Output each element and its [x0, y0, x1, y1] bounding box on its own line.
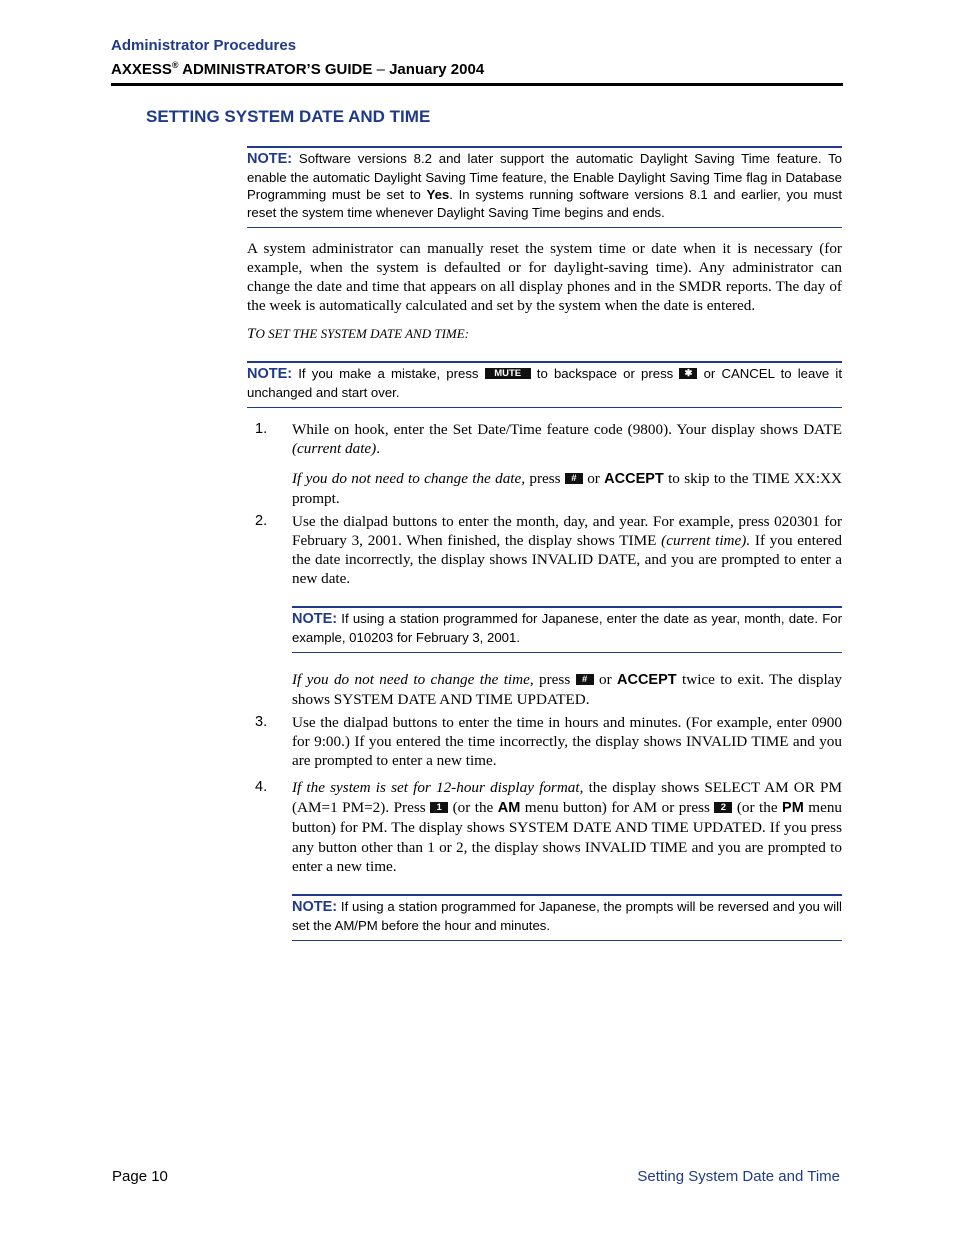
step-text: (or the — [732, 798, 783, 816]
section-title: SETTING SYSTEM DATE AND TIME — [146, 107, 431, 126]
step-4-text — [292, 778, 842, 877]
guide-title: ADMINISTRATOR’S GUIDE — [178, 61, 373, 78]
step-number: 2. — [255, 513, 268, 529]
step-text: press — [525, 470, 565, 487]
step-2-text — [292, 512, 842, 588]
running-header-guide — [111, 60, 484, 78]
step-text: If you entered the date incorrectly, the display shows INVALID DATE, and you are prompted to enter a new date. — [292, 532, 842, 587]
key-1-icon: 1 — [430, 802, 448, 813]
step-3-text: Use the dialpad buttons to enter the time in hours and minutes. (For example, enter 0900 for 9:00.) If you entered the time incorrectly, the display shows INVALID TIME and you are prompted to enter a new time. — [292, 714, 842, 769]
star-key-icon: ✱ — [679, 368, 697, 379]
note-text: If you make a mistake, press — [292, 366, 485, 381]
note-label: NOTE: — [247, 151, 293, 167]
note-bold-value: Yes — [426, 187, 450, 202]
page-number: Page 10 — [112, 1168, 168, 1185]
step-1-text — [292, 420, 842, 458]
note-dst — [247, 146, 842, 228]
step-text: . — [376, 440, 381, 457]
pound-key-icon: # — [576, 674, 594, 685]
pound-key-icon: # — [565, 473, 583, 484]
procedure-heading-cap: T — [247, 325, 256, 342]
footer-section-title: Setting System Date and Time — [637, 1168, 840, 1185]
step-italic: If you do not need to change the date, — [292, 470, 526, 487]
note-text: . In systems running software versions 8.1 and earlier, you must reset the system time whenever Daylight Saving Time begins and ends. — [247, 187, 842, 220]
step-text: menu button) for AM or press — [520, 798, 715, 816]
note-text: or CANCEL to leave it unchanged and start over. — [247, 366, 843, 400]
note-mistake — [247, 361, 842, 408]
note-label: NOTE: — [292, 611, 338, 627]
step-number: 1. — [255, 421, 268, 437]
step-text: or — [593, 671, 618, 688]
note-text: Software versions 8.2 and later support the automatic Daylight Saving Time feature. To enable the automatic Daylight Saving Time feature, the Enable Daylight Saving Time flag in Database Programming must be set to — [247, 151, 842, 202]
header-dash: – — [372, 61, 390, 78]
time-skip-paragraph — [292, 670, 842, 709]
step-text: While on hook, enter the Set Date/Time feature code (9800). Your display shows DATE — [292, 421, 842, 438]
header-rule — [111, 83, 843, 86]
step-text: to skip to the TIME XX:XX prompt. — [292, 470, 843, 507]
running-header-section: Administrator Procedures — [111, 37, 297, 54]
step-text: (or the — [448, 798, 498, 816]
note-label: NOTE: — [292, 899, 338, 915]
note-text: If using a station programmed for Japanese, the prompts will be reversed and you will set the AM/PM before the hour and minutes. — [292, 899, 842, 933]
step-italic: (current time). — [661, 532, 751, 549]
step-italic: (current date) — [292, 440, 377, 457]
step-text: the display shows SELECT AM OR PM (AM=1 PM=2). Press — [292, 779, 842, 816]
registered-mark: ® — [171, 60, 179, 70]
step-number: 4. — [255, 779, 268, 795]
key-2-icon: 2 — [714, 802, 732, 813]
note-text: to backspace or press — [530, 366, 680, 381]
note-japanese-ampm — [292, 894, 842, 941]
step-text: Use the dialpad buttons to enter the month, day, and year. For example, press 020301 for February 3, 2001. When finished, the display shows TIME — [292, 513, 842, 549]
accept-button-label: ACCEPT — [617, 672, 677, 688]
step-text: press — [533, 671, 576, 688]
step-number: 3. — [255, 714, 268, 730]
note-text: If using a station programmed for Japanese, enter the date as year, month, date. For example, 010203 for February 3, 2001. — [292, 611, 842, 645]
mute-key-icon: MUTE — [485, 368, 531, 379]
note-label: NOTE: — [247, 366, 293, 382]
step-text: twice to exit. The display shows SYSTEM DATE AND TIME UPDATED. — [292, 671, 842, 708]
step-text: or — [582, 470, 605, 487]
product-name: AXXESS — [111, 61, 172, 78]
step-text: menu button) for PM. The display shows SYSTEM DATE AND TIME UPDATED. If you press any button other than 1 or 2, the display shows INVALID TIME and you are prompted to enter a new time. — [292, 798, 843, 875]
am-button-label: AM — [497, 799, 521, 816]
procedure-heading-rest: O SET THE SYSTEM DATE AND TIME: — [255, 326, 470, 341]
note-japanese-date — [292, 606, 842, 653]
header-date: January 2004 — [389, 61, 485, 78]
intro-paragraph: A system administrator can manually reset the system time or date when it is necessary (for example, when the system is defaulted or for daylight-saving time). Any administrator can change the date and time that appears on all display phones and in the SMDR reports. The day of the week is automatically calculated and set by the system when the date is entered. — [247, 240, 842, 314]
procedure-heading — [247, 324, 842, 343]
step-italic: If you do not need to change the time, — [292, 671, 534, 688]
accept-button-label: ACCEPT — [604, 471, 664, 487]
pm-button-label: PM — [782, 799, 804, 816]
step-1-subtext — [292, 469, 842, 508]
step-italic: If the system is set for 12-hour display format, — [292, 779, 584, 796]
